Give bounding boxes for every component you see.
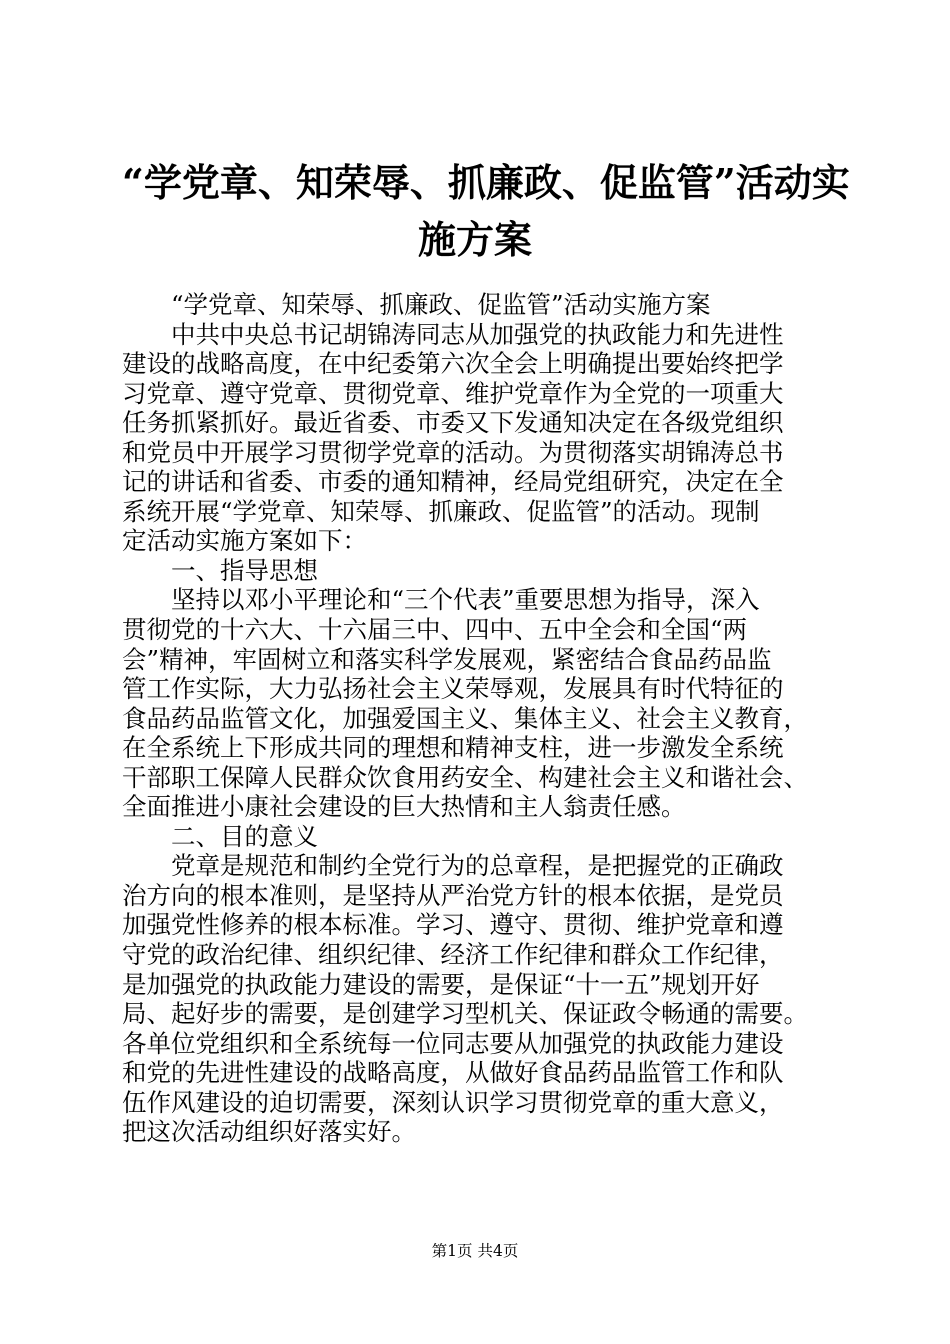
document-title-line-1: “学党章、知荣辱、抓廉政、促监管”活动实 (122, 160, 850, 205)
paragraph-line: 治方向的根本准则，是坚持从严治党方针的根本依据，是党员 (122, 880, 784, 910)
paragraph-line: 干部职工保障人民群众饮食用药安全、构建社会主义和谐社会、 (122, 762, 808, 792)
subtitle-line: “学党章、知荣辱、抓廉政、促监管”活动实施方案 (122, 290, 711, 319)
paragraph-line: 系统开展“学党章、知荣辱、抓廉政、促监管”的活动。现制 (122, 496, 760, 526)
paragraph-line: 记的讲话和省委、市委的通知精神，经局党组研究，决定在全 (122, 467, 784, 497)
document-body (122, 290, 842, 1147)
paragraph-line: 局、起好步的需要，是创建学习型机关、保证政令畅通的需要。 (122, 999, 808, 1029)
paragraph-line: 食品药品监管文化，加强爱国主义、集体主义、社会主义教育， (122, 703, 808, 733)
paragraph-line: 党章是规范和制约全党行为的总章程，是把握党的正确政 (122, 851, 784, 881)
paragraph-line: 定活动实施方案如下： (122, 526, 367, 556)
page-footer: 第1页 共4页 (431, 1242, 519, 1260)
paragraph-line: 伍作风建设的迫切需要，深刻认识学习贯彻党章的重大意义， (122, 1087, 784, 1117)
paragraph-line: 贯彻党的十六大、十六届三中、四中、五中全会和全国“两 (122, 615, 748, 645)
paragraph-line: 把这次活动组织好落实好。 (122, 1117, 416, 1147)
paragraph-line: 习党章、遵守党章、贯彻党章、维护党章作为全党的一项重大 (122, 378, 784, 408)
paragraph-line: 中共中央总书记胡锦涛同志从加强党的执政能力和先进性 (122, 319, 784, 349)
paragraph-line: 各单位党组织和全系统每一位同志要从加强党的执政能力建设 (122, 1028, 784, 1058)
paragraph-line: 和党的先进性建设的战略高度，从做好食品药品监管工作和队 (122, 1058, 784, 1088)
paragraph-line: 是加强党的执政能力建设的需要，是保证“十一五”规划开好 (122, 969, 760, 999)
paragraph-line: 建设的战略高度，在中纪委第六次全会上明确提出要始终把学 (122, 349, 784, 379)
paragraph-line: 全面推进小康社会建设的巨大热情和主人翁责任感。 (122, 792, 686, 822)
document-title-line-2: 施方案 (417, 217, 532, 262)
paragraph-line: 加强党性修养的根本标准。学习、遵守、贯彻、维护党章和遵 (122, 910, 784, 940)
paragraph-line: 守党的政治纪律、组织纪律、经济工作纪律和群众工作纪律， (122, 940, 784, 970)
paragraph-line: 任务抓紧抓好。最近省委、市委又下发通知决定在各级党组织 (122, 408, 784, 438)
paragraph-line: 会”精神，牢固树立和落实科学发展观，紧密结合食品药品监 (122, 644, 772, 674)
paragraph-line: 管工作实际，大力弘扬社会主义荣辱观，发展具有时代特征的 (122, 674, 784, 704)
section-heading: 二、目的意义 (122, 821, 318, 851)
section-heading: 一、指导思想 (122, 555, 318, 585)
paragraph-line: 和党员中开展学习贯彻学党章的活动。为贯彻落实胡锦涛总书 (122, 437, 784, 467)
paragraph-line: 在全系统上下形成共同的理想和精神支柱，进一步激发全系统 (122, 733, 784, 763)
paragraph-line: 坚持以邓小平理论和“三个代表”重要思想为指导，深入 (122, 585, 760, 615)
